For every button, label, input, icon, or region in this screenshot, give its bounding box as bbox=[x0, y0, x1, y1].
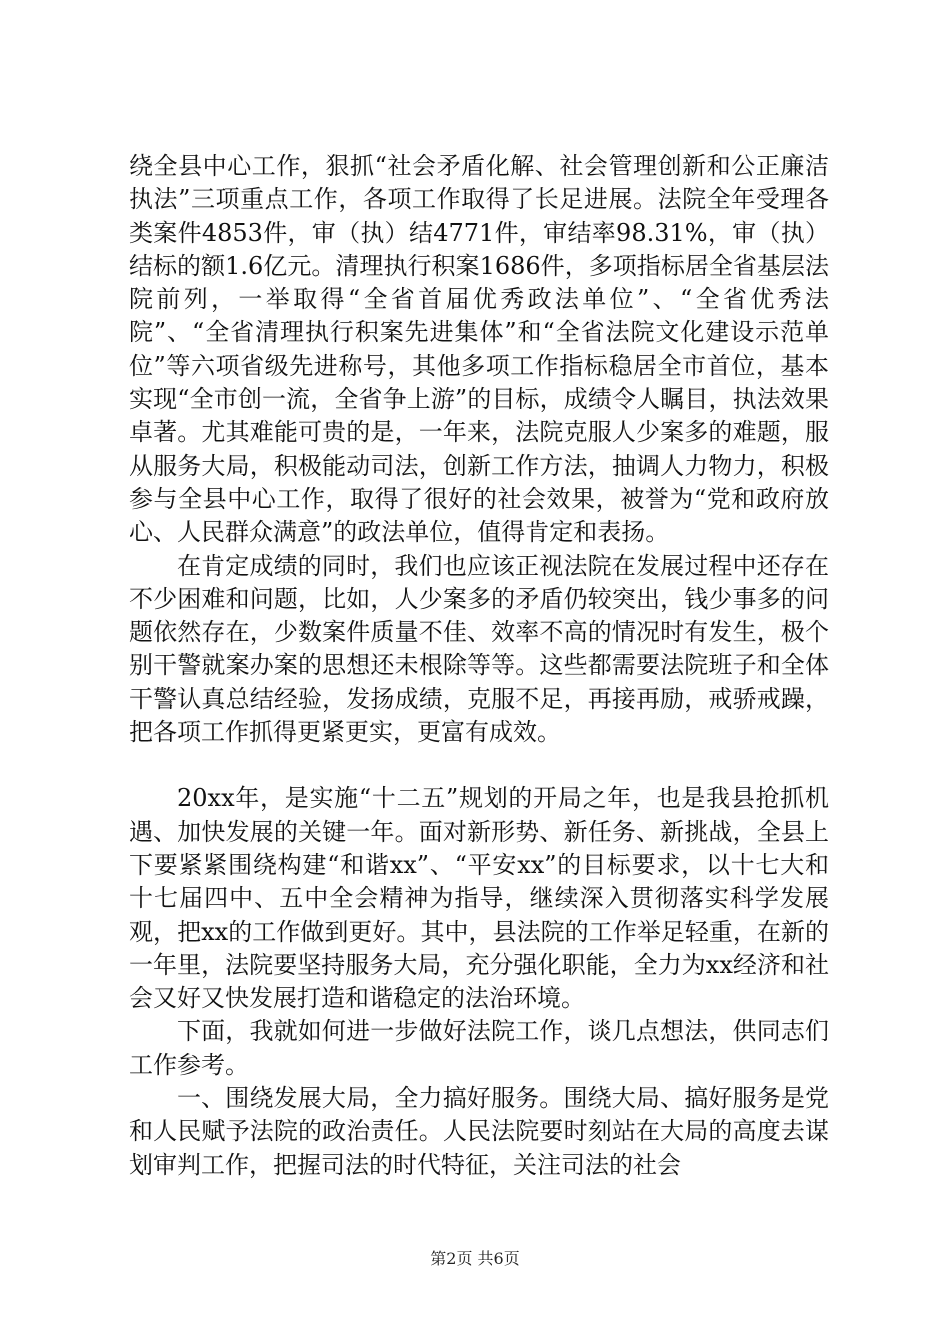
paragraph-5: 一、围绕发展大局，全力搞好服务。围绕大局、搞好服务是党和人民赋予法院的政治责任。人民法院要时刻站在大局的高度去谋划审判工作，把握司法的时代特征，关注司法的社会 bbox=[129, 1084, 829, 1179]
paragraph-2: 在肯定成绩的同时，我们也应该正视法院在发展过程中还存在不少困难和问题，比如，人少案多的矛盾仍较突出，钱少事多的问题依然存在，少数案件质量不佳、效率不高的情况时有发生，极个别干警就案办案的思想还未根除等等。这些都需要法院班子和全体干警认真总结经验，发扬成绩，克服不足，再接再励，戒骄戒躁，把各项工作抓得更紧更实，更富有成效。 bbox=[129, 551, 829, 747]
paragraph-4: 下面，我就如何进一步做好法院工作，谈几点想法，供同志们工作参考。 bbox=[129, 1017, 829, 1079]
paragraph-3: 20xx年，是实施“十二五”规划的开局之年，也是我县抢抓机遇、加快发展的关键一年。面对新形势、新任务、新挑战，全县上下要紧紧围绕构建“和谐xx”、“平安xx”的目标要求，以十七大和十七届四中、五中全会精神为指导，继续深入贯彻落实科学发展观，把xx的工作做到更好。其中，县法院的工作举足轻重，在新的一年里，法院要坚持服务大局，充分强化职能，全力为xx经济和社会又好又快发展打造和谐稳定的法治环境。 bbox=[129, 784, 829, 1013]
paragraph-spacer bbox=[129, 749, 829, 782]
page-number-footer: 第2页 共6页 bbox=[430, 1249, 520, 1268]
document-body bbox=[129, 150, 829, 1182]
paragraph-1: 绕全县中心工作，狠抓“社会矛盾化解、社会管理创新和公正廉洁执法”三项重点工作，各项工作取得了长足进展。法院全年受理各类案件4853件，审（执）结4771件，审结率98.31%，审（执）结标的额1.6亿元。清理执行积案1686件，多项指标居全省基层法院前列，一举取得“全省首届优秀政法单位”、“全省优秀法院”、“全省清理执行积案先进集体”和“全省法院文化建设示范单位”等六项省级先进称号，其他多项工作指标稳居全市首位，基本实现“全市创一流，全省争上游”的目标，成绩令人瞩目，执法效果卓著。尤其难能可贵的是，一年来，法院克服人少案多的难题，服从服务大局，积极能动司法，创新工作方法，抽调人力物力，积极参与全县中心工作，取得了很好的社会效果，被誉为“党和政府放心、人民群众满意”的政法单位，值得肯定和表扬。 bbox=[129, 152, 829, 547]
